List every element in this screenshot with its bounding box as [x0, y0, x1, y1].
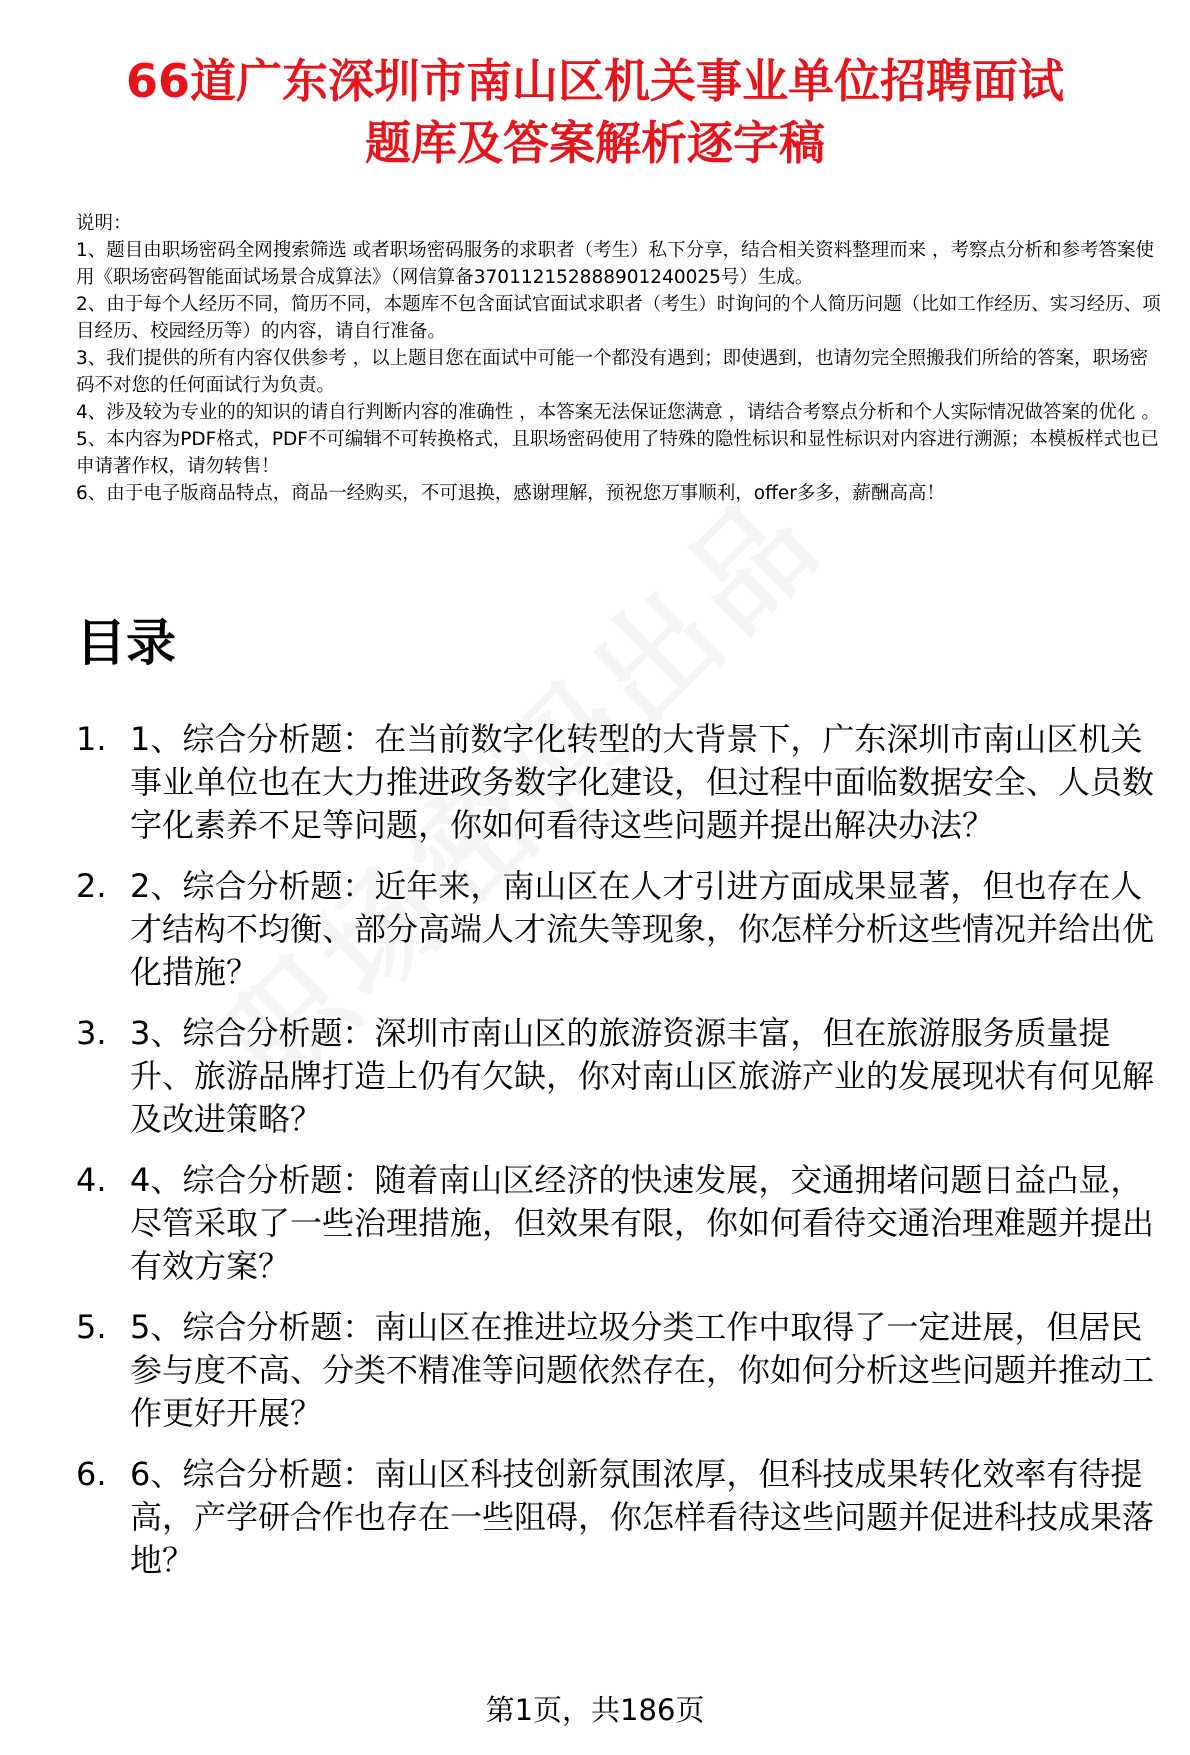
toc-item-number: 4.: [76, 1161, 107, 1199]
toc-item-number: 3.: [76, 1014, 107, 1052]
toc-item[interactable]: [0, 1306, 1190, 1435]
notes-heading: 说明：: [76, 213, 132, 234]
toc-item[interactable]: [0, 1453, 1190, 1582]
document-title: [60, 50, 1130, 174]
toc-item-text: 6、综合分析题：南山区科技创新氛围浓厚，但科技成果转化效率有待提高，产学研合作也存在一些阻碍，你怎样看待这些问题并促进科技成果落地？: [130, 1455, 1155, 1579]
title-line-1: 66道广东深圳市南山区机关事业单位招聘面试: [125, 54, 1064, 108]
note-item: 5、本内容为PDF格式，PDF不可编辑不可转换格式，且职场密码使用了特殊的隐性标识和显性标识对内容进行溯源；本模板样式也已申请著作权，请勿转售！: [76, 429, 1159, 477]
toc-heading: 目录: [76, 614, 176, 672]
toc-list: [0, 718, 1190, 1600]
toc-item[interactable]: [0, 1159, 1190, 1288]
toc-item-text: 5、综合分析题：南山区在推进垃圾分类工作中取得了一定进展，但居民参与度不高、分类不精准等问题依然存在，你如何分析这些问题并推动工作更好开展？: [130, 1308, 1155, 1432]
title-line-2: 题库及答案解析逐字稿: [365, 116, 825, 170]
toc-item-text: 3、综合分析题：深圳市南山区的旅游资源丰富，但在旅游服务质量提升、旅游品牌打造上仍有欠缺，你对南山区旅游产业的发展现状有何见解及改进策略？: [130, 1014, 1155, 1138]
notes-section: [76, 210, 1166, 507]
note-item: 2、由于每个人经历不同，简历不同，本题库不包含面试官面试求职者（考生）时询问的个人简历问题（比如工作经历、实习经历、项目经历、校园经历等）的内容，请自行准备。: [76, 294, 1161, 342]
toc-item-number: 2.: [76, 867, 107, 905]
toc-item[interactable]: [0, 865, 1190, 994]
page-number: 第1页，共186页: [485, 1693, 705, 1727]
note-item: 6、由于电子版商品特点，商品一经购买，不可退换，感谢理解，预祝您万事顺利，offer多多，薪酬高高！: [76, 483, 945, 504]
note-item: 3、我们提供的所有内容仅供参考 ，以上题目您在面试中可能一个都没有遇到；即使遇到，也请勿完全照搬我们所给的答案，职场密码不对您的任何面试行为负责。: [76, 348, 1149, 396]
toc-item-text: 4、综合分析题：随着南山区经济的快速发展，交通拥堵问题日益凸显，尽管采取了一些治理措施，但效果有限，你如何看待交通治理难题并提出有效方案？: [130, 1161, 1155, 1285]
toc-item-text: 2、综合分析题：近年来，南山区在人才引进方面成果显著，但也存在人才结构不均衡、部分高端人才流失等现象，你怎样分析这些情况并给出优化措施？: [130, 867, 1155, 991]
toc-item-number: 1.: [76, 720, 107, 758]
toc-item[interactable]: [0, 718, 1190, 847]
note-item: 1、题目由职场密码全网搜索筛选 或者职场密码服务的求职者（考生）私下分享，结合相关资料整理而来 ，考察点分析和参考答案使用《职场密码智能面试场景合成算法》（网信算备370112152888901240025号）生成。: [76, 240, 1155, 288]
toc-item-text: 1、综合分析题：在当前数字化转型的大背景下，广东深圳市南山区机关事业单位也在大力推进政务数字化建设，但过程中面临数据安全、人员数字化素养不足等问题，你如何看待这些问题并提出解决办法？: [130, 720, 1155, 844]
toc-item[interactable]: [0, 1012, 1190, 1141]
toc-item-number: 6.: [76, 1455, 107, 1493]
toc-item-number: 5.: [76, 1308, 107, 1346]
note-item: 4、涉及较为专业的的知识的请自行判断内容的准确性 ，本答案无法保证您满意 ，请结合考察点分析和个人实际情况做答案的优化 。: [76, 402, 1160, 423]
